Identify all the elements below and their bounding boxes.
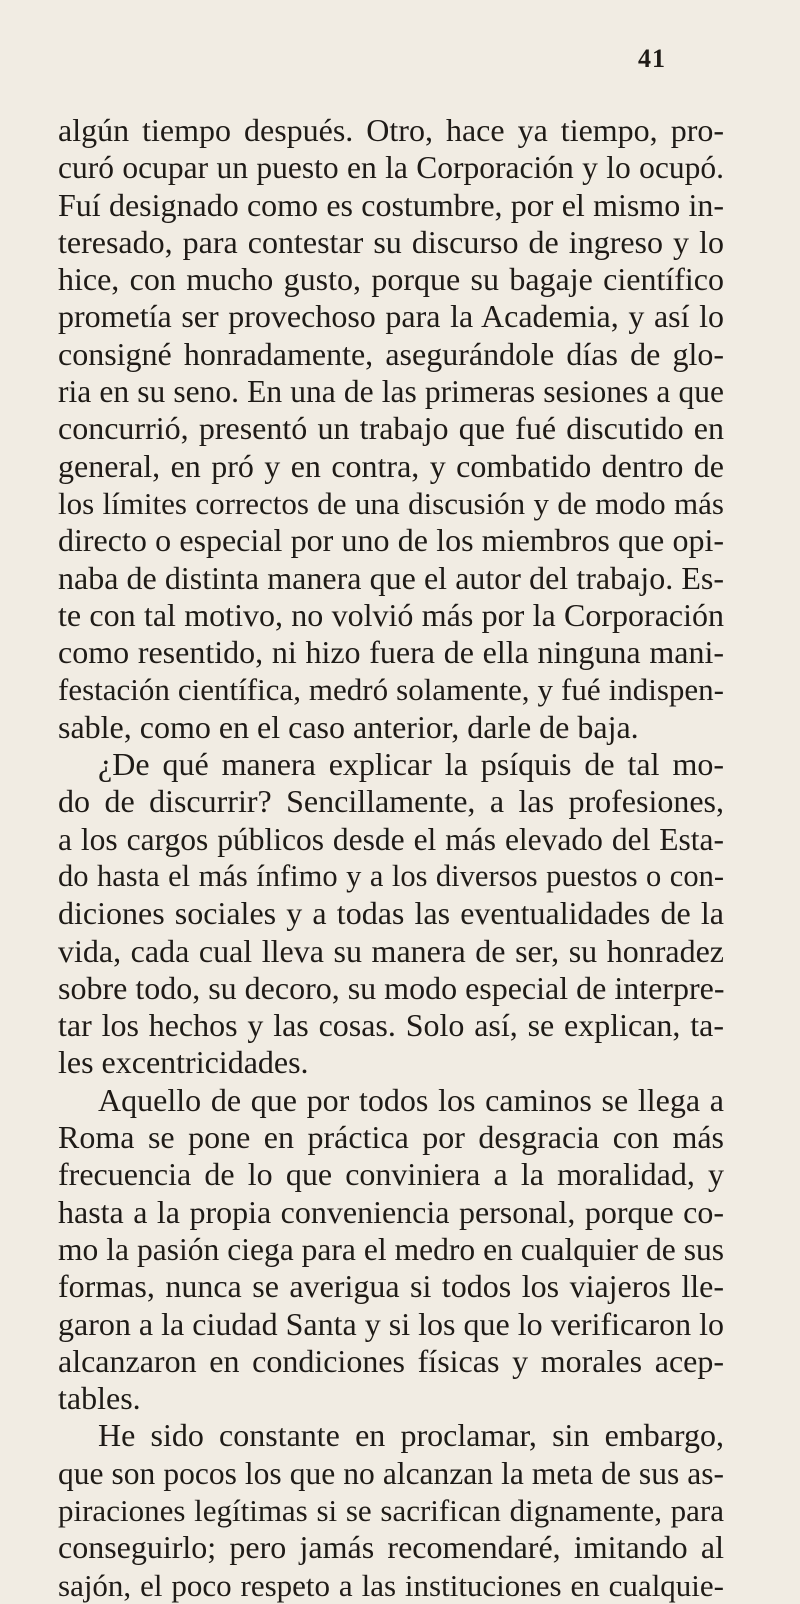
text-line: los límites correctos de una discusión y de modo más bbox=[58, 485, 724, 521]
text-line: hice, con mucho gusto, porque su bagaje científico bbox=[58, 261, 724, 298]
text-line: He sido constante en proclamar, sin embargo, bbox=[98, 1417, 724, 1454]
text-line: sajón, el poco respeto a las instituciones en cualquie- bbox=[58, 1567, 724, 1603]
text-line: que son pocos los que no alcanzan la meta de sus as- bbox=[58, 1455, 724, 1491]
text-line: directo o especial por uno de los miembros que opi- bbox=[58, 522, 724, 559]
text-line: algún tiempo después. Otro, hace ya tiempo, pro- bbox=[58, 112, 724, 148]
text-line: tables. bbox=[58, 1380, 141, 1417]
text-line: sobre todo, su decoro, su modo especial de interpre- bbox=[58, 969, 725, 1006]
text-line: teresado, para contestar su discurso de ingreso y lo bbox=[58, 223, 724, 260]
text-line: sable, como en el caso anterior, darle de baja. bbox=[58, 708, 639, 745]
text-line: formas, nunca se averigua si todos los viajeros lle- bbox=[58, 1268, 724, 1305]
text-line: como resentido, ni hizo fuera de ella ninguna mani- bbox=[58, 634, 724, 671]
text-line: hasta a la propia conveniencia personal, porque co- bbox=[58, 1193, 724, 1230]
text-line: Fuí designado como es costumbre, por el mismo in- bbox=[58, 186, 724, 223]
text-line: conseguirlo; pero jamás recomendaré, imitando al bbox=[58, 1529, 724, 1566]
body-text bbox=[58, 112, 724, 1604]
text-line: piraciones legítimas si se sacrifican dignamente, para bbox=[58, 1492, 724, 1528]
text-line: curó ocupar un puesto en la Corporación y lo ocupó. bbox=[58, 150, 724, 186]
text-line: te con tal motivo, no volvió más por la Corporación bbox=[58, 596, 724, 633]
text-line: a los cargos públicos desde el más elevado del Esta- bbox=[58, 821, 724, 857]
text-line: garon a la ciudad Santa y si los que lo verificaron lo bbox=[58, 1305, 724, 1342]
text-line: alcanzaron en condiciones físicas y morales acep- bbox=[58, 1342, 724, 1379]
text-line: Aquello de que por todos los caminos se llega a bbox=[98, 1081, 724, 1118]
text-line: les excentricidades. bbox=[58, 1044, 309, 1081]
text-line: naba de distinta manera que el autor del trabajo. Es- bbox=[58, 559, 724, 596]
text-line: diciones sociales y a todas las eventualidades de la bbox=[58, 895, 724, 932]
text-line: frecuencia de lo que conviniera a la moralidad, y bbox=[58, 1156, 724, 1193]
text-line: mo la pasión ciega para el medro en cualquier de sus bbox=[58, 1231, 724, 1267]
text-line: general, en pró y en contra, y combatido dentro de bbox=[58, 447, 724, 484]
text-line: Roma se pone en práctica por desgracia con más bbox=[58, 1119, 724, 1156]
text-line: do hasta el más ínfimo y a los diversos puestos o con- bbox=[58, 858, 724, 893]
text-line: concurrió, presentó un trabajo que fué discutido en bbox=[58, 410, 724, 447]
text-line: consigné honradamente, asegurándole días de glo- bbox=[58, 335, 724, 372]
text-line: ¿De qué manera explicar la psíquis de tal mo- bbox=[98, 746, 724, 783]
text-line: festación científica, medró solamente, y fué indispen- bbox=[58, 672, 724, 708]
text-line: vida, cada cual lleva su manera de ser, su honradez bbox=[58, 932, 724, 969]
text-line: ria en su seno. En una de las primeras sesiones a que bbox=[58, 374, 724, 410]
page-number: 41 bbox=[638, 44, 666, 73]
text-line: do de discurrir? Sencillamente, a las profesiones, bbox=[58, 783, 724, 820]
text-line: tar los hechos y las cosas. Solo así, se explican, ta- bbox=[58, 1007, 724, 1044]
text-line: prometía ser provechoso para la Academia, y así lo bbox=[58, 298, 724, 335]
